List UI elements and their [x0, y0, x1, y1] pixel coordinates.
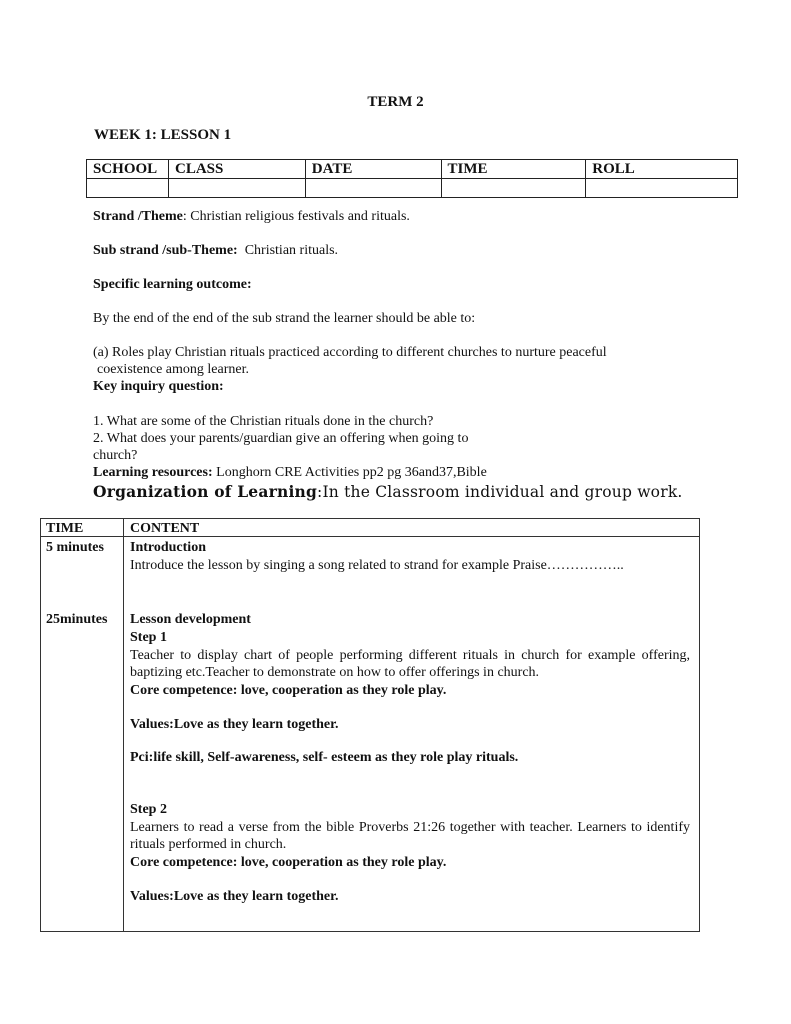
admin-cell-time	[441, 179, 586, 198]
col-content-header: CONTENT	[130, 521, 200, 536]
lesson-table-column-divider	[123, 518, 124, 931]
strand-value: : Christian religious festivals and rituals.	[182, 209, 410, 224]
week-lesson-heading: WEEK 1: LESSON 1	[94, 127, 232, 143]
strand-line	[93, 209, 410, 225]
admin-col-time: TIME	[441, 160, 586, 179]
sub-strand-value: Christian rituals.	[237, 243, 339, 258]
admin-cell-roll	[586, 179, 738, 198]
strand-label: Strand /Theme	[93, 209, 183, 224]
sub-strand-line	[93, 243, 338, 259]
step2-values: Values:Love as they learn together.	[130, 889, 339, 904]
step1-pci: Pci:life skill, Self-awareness, self- esteem as they role play rituals.	[130, 750, 519, 765]
question-2-line2: church?	[93, 448, 138, 463]
step2-text: Learners to read a verse from the bible Proverbs 21:26 together with teacher. Learners to identify rituals performed in church.	[130, 820, 690, 852]
admin-table	[86, 159, 738, 198]
dev-heading: Lesson development	[130, 612, 251, 627]
resources-line	[93, 465, 487, 481]
resources-value: Longhorn CRE Activities pp2 pg 36and37,Bible	[212, 465, 487, 480]
organization-line	[93, 482, 683, 501]
dev-time: 25minutes	[46, 612, 108, 627]
step1-core-competence: Core competence: love, cooperation as they role play.	[130, 683, 447, 698]
admin-header-row	[87, 160, 738, 179]
admin-cell-date	[305, 179, 441, 198]
step2-heading: Step 2	[130, 802, 167, 817]
outcome-a-line1: (a) Roles play Christian rituals practiced according to different churches to nurture peaceful	[93, 345, 607, 360]
admin-cell-school	[87, 179, 169, 198]
col-time-header: TIME	[46, 521, 84, 536]
question-1: 1. What are some of the Christian rituals done in the church?	[93, 414, 434, 429]
question-2-line1: 2. What does your parents/guardian give an offering when going to	[93, 431, 469, 446]
admin-col-date: DATE	[305, 160, 441, 179]
step1-text: Teacher to display chart of people performing different rituals in church for example offering, baptizing etc.Teacher to demonstrate on how to offer offerings in church.	[130, 648, 690, 680]
resources-label: Learning resources:	[93, 465, 213, 480]
outcome-intro: By the end of the end of the sub strand the learner should be able to:	[93, 311, 476, 326]
outcome-a	[93, 344, 693, 378]
step1-heading: Step 1	[130, 630, 167, 645]
inquiry-questions	[93, 413, 693, 464]
admin-col-class: CLASS	[168, 160, 305, 179]
admin-empty-row	[87, 179, 738, 198]
intro-text: Introduce the lesson by singing a song related to strand for example Praise……………..	[130, 558, 624, 573]
organization-label: Organization of Learning	[93, 482, 318, 501]
term-heading: TERM 2	[367, 94, 424, 110]
admin-col-school: SCHOOL	[87, 160, 169, 179]
outcome-heading: Specific learning outcome:	[93, 277, 252, 292]
intro-heading: Introduction	[130, 540, 206, 555]
sub-strand-label: Sub strand /sub-Theme:	[93, 243, 238, 258]
outcome-a-line2: coexistence among learner.	[97, 362, 249, 377]
organization-value: :In the Classroom individual and group work.	[317, 483, 683, 501]
admin-col-roll: ROLL	[586, 160, 738, 179]
step2-core-competence: Core competence: love, cooperation as they role play.	[130, 855, 447, 870]
inquiry-heading: Key inquiry question:	[93, 379, 224, 394]
step1-values: Values:Love as they learn together.	[130, 717, 339, 732]
intro-time: 5 minutes	[46, 540, 104, 555]
admin-cell-class	[168, 179, 305, 198]
